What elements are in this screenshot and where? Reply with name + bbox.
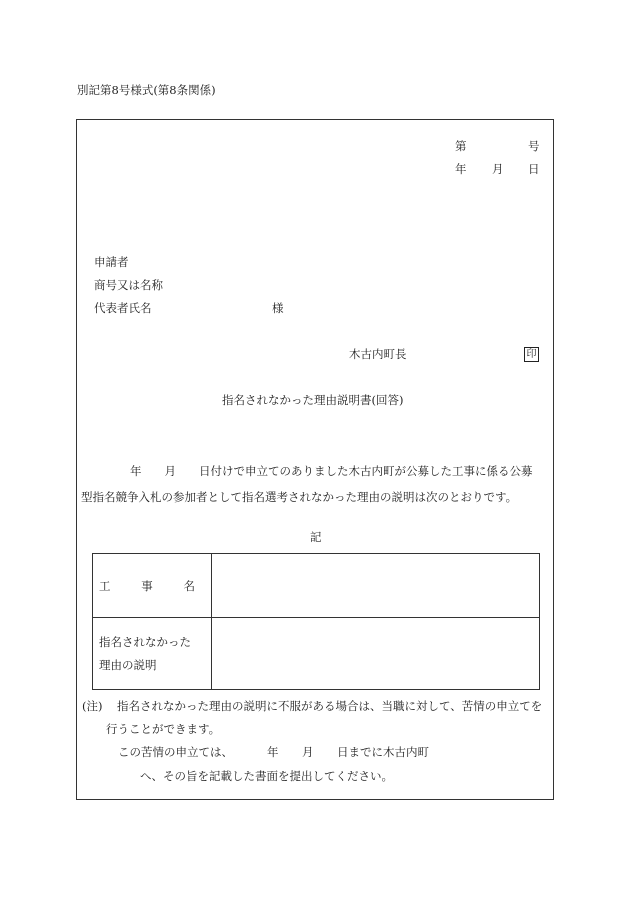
- note-line-4: へ、その旨を記載した書面を提出してください。: [140, 769, 393, 783]
- reason-label: [93, 618, 212, 690]
- representative-name-label: 代表者氏名: [94, 301, 152, 315]
- ki-marker: 記: [310, 530, 322, 544]
- detail-table: [92, 553, 540, 690]
- project-name-char-1: 工: [99, 578, 111, 593]
- company-name-label: 商号又は名称: [94, 278, 163, 292]
- honorific: 様: [272, 301, 284, 315]
- document-heading: 指名されなかった理由説明書(回答): [222, 393, 404, 407]
- reason-label-line-2: 理由の説明: [99, 657, 157, 672]
- reason-label-line-1: 指名されなかった: [99, 634, 191, 649]
- applicant-label: 申請者: [94, 255, 129, 269]
- date-day: 日: [528, 162, 540, 176]
- table-row-project-name: [93, 554, 540, 618]
- project-name-char-2: 事: [141, 578, 153, 593]
- note-line-3a: この苦情の申立ては、: [118, 745, 233, 759]
- note-line-1: 指名されなかった理由の説明に不服がある場合は、当職に対して、苦情の申立てを: [117, 699, 543, 713]
- project-name-label: [93, 554, 212, 618]
- body-line-2: 型指名競争入札の参加者として指名選考されなかった理由の説明は次のとおりです。: [81, 490, 518, 504]
- table-row-reason: [93, 618, 540, 690]
- project-name-value: [212, 554, 540, 618]
- body-line-1: 年 月 日付けで申立てのありました木古内町が公募した工事に係る公募: [130, 464, 533, 478]
- seal-stamp: [524, 347, 539, 362]
- project-name-char-3: 名: [183, 578, 195, 593]
- body-paragraph: [81, 458, 551, 510]
- number-suffix: 号: [528, 139, 540, 153]
- reason-value: [212, 618, 540, 690]
- seal-mark: 印: [524, 347, 539, 362]
- note-line-3b: 日までに木古内町: [337, 745, 429, 759]
- date-month: 月: [492, 162, 504, 176]
- note-line-3-month: 月: [302, 745, 314, 759]
- note-line-2: 行うことができます。: [106, 722, 221, 736]
- note-marker: (注): [82, 699, 103, 713]
- note-line-3-year: 年: [267, 745, 279, 759]
- date-year: 年: [455, 162, 467, 176]
- form-title: 別記第8号様式(第8条関係): [77, 83, 216, 97]
- issuer-name: 木古内町長: [349, 347, 407, 361]
- number-prefix: 第: [455, 139, 467, 153]
